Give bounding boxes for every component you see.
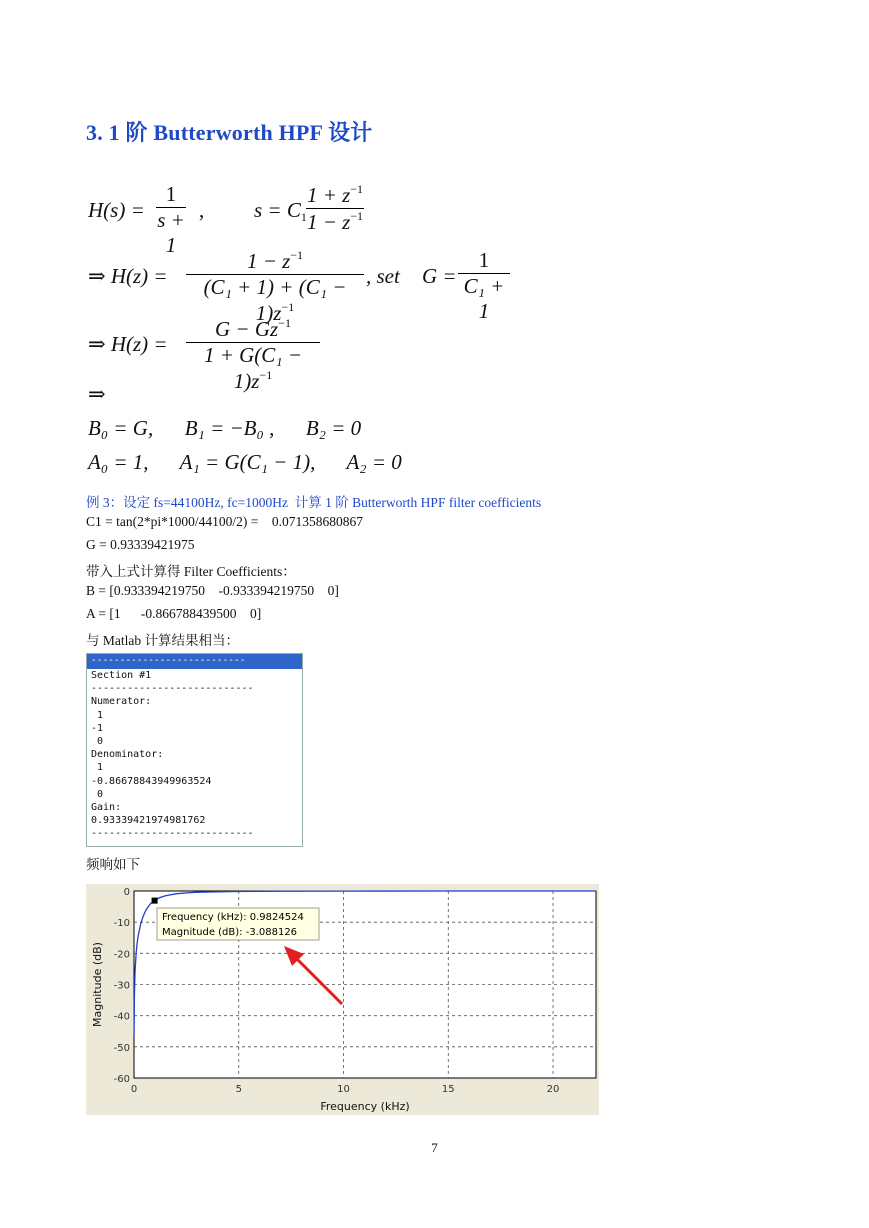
console-line: --------------------------- <box>91 828 254 840</box>
example-title: 例 3：设定 fs=44100Hz, fc=1000Hz 计算 1 阶 Butterworth HPF filter coefficients <box>86 495 542 510</box>
equation-2: ⇒ H(z) = $1 - z^{-1}$ $(C_1 + 1) + (C_1 - 1)z^{-1}$ , set G = 1 C₁ + 1 <box>86 246 546 306</box>
equation-3: ⇒ H(z) = $G - Gz^{-1}$ $1 + G(C_1 - 1)z^{-1}$ <box>86 314 386 374</box>
y-tick-label: -20 <box>113 949 130 961</box>
magnitude-response-plot <box>86 884 599 1115</box>
eq1-den: s + 1 <box>157 208 185 257</box>
console-line: 0 <box>91 788 104 800</box>
eq1-s-num: 1 + z <box>306 183 351 207</box>
matlab-line: 与 Matlab 计算结果相当： <box>86 633 239 648</box>
x-tick-label: 20 <box>546 1084 560 1095</box>
console-line: --------------------------- <box>87 654 302 669</box>
eq3-lhs: ⇒ H(z) = <box>88 332 168 356</box>
y-tick-label: -60 <box>113 1074 130 1085</box>
x-tick-label: 5 <box>235 1084 242 1095</box>
g-line: G = 0.93339421975 <box>86 537 195 552</box>
eq1-s: s = C <box>254 198 301 222</box>
console-line: 0 <box>91 736 104 748</box>
datatip-line-1: Frequency (kHz): 0.9824524 <box>162 912 304 923</box>
equation-5: B₀ = G, B₁ = −B₀ , B₂ = 0 <box>88 416 362 440</box>
y-tick-label: 0 <box>123 887 130 898</box>
b-line: B = [0.933394219750 -0.933394219750 0] <box>86 583 339 598</box>
eq3-den: 1 + G(C₁ − 1)z <box>203 343 303 393</box>
a-line: A = [1 -0.866788439500 0] <box>86 606 262 621</box>
x-tick-label: 0 <box>130 1084 138 1095</box>
console-line: --------------------------- <box>91 683 254 695</box>
datatip-line-2: Magnitude (dB): -3.088126 <box>162 927 298 938</box>
console-line: 1 <box>91 709 104 721</box>
coef-intro: 带入上式计算得 Filter Coefficients： <box>86 564 296 579</box>
x-tick-label: 10 <box>337 1084 350 1095</box>
eq3-num: G − Gz <box>215 317 279 341</box>
eq2-set: , set <box>366 264 400 288</box>
equation-6: A₀ = 1, A₁ = G(C₁ − 1), A₂ = 0 <box>88 450 402 474</box>
datatip-marker <box>152 898 158 904</box>
page-number: 7 <box>431 1140 438 1155</box>
eq1-s-den: 1 − z <box>306 210 351 234</box>
y-tick-label: -30 <box>113 980 130 992</box>
console-line: Section #1 <box>91 670 152 681</box>
y-tick-label: -40 <box>113 1011 130 1023</box>
y-tick-label: -10 <box>113 918 130 930</box>
console-line: Gain: <box>91 802 122 814</box>
chart-svg <box>86 884 599 1115</box>
eq1-lhs: H(s) = <box>88 198 145 222</box>
equation-1: H(s) = 1 s + 1 , $s = C_1$ $1 + z^{-1}$ $1 - z^{-1}$ <box>88 182 364 257</box>
console-line: -0.86678843949963524 <box>91 775 212 787</box>
console-line: 1 <box>91 762 104 774</box>
eq2-den: (C₁ + 1) + (C₁ − 1)z <box>203 275 347 325</box>
eq2-G-num: 1 <box>478 248 490 272</box>
freq-response-label: 频响如下 <box>86 857 140 872</box>
eq2-lhs: ⇒ H(z) = <box>88 264 168 288</box>
matlab-console-screenshot <box>86 653 303 847</box>
y-axis-label: Magnitude (dB) <box>91 942 104 1027</box>
console-line: -1 <box>91 722 104 734</box>
eq2-num: 1 − z <box>246 249 291 273</box>
c1-line: C1 = tan(2*pi*1000/44100/2) = 0.071358680867 <box>86 514 363 529</box>
console-line: Denominator: <box>91 749 164 761</box>
console-line: Numerator: <box>91 696 152 708</box>
x-tick-label: 15 <box>441 1084 455 1095</box>
y-tick-label: -50 <box>113 1042 130 1054</box>
eq2-G-den: C₁ + 1 <box>463 274 505 323</box>
x-axis-label: Frequency (kHz) <box>320 1100 410 1113</box>
console-line: 0.93339421974981762 <box>91 815 206 827</box>
eq1-num: 1 <box>165 182 177 206</box>
eq2-G: G = <box>422 264 457 288</box>
section-heading: 3. 1 阶 Butterworth HPF 设计 <box>86 120 373 145</box>
eq1-comma: , <box>199 198 205 222</box>
equation-4-arrow: ⇒ <box>88 382 106 406</box>
